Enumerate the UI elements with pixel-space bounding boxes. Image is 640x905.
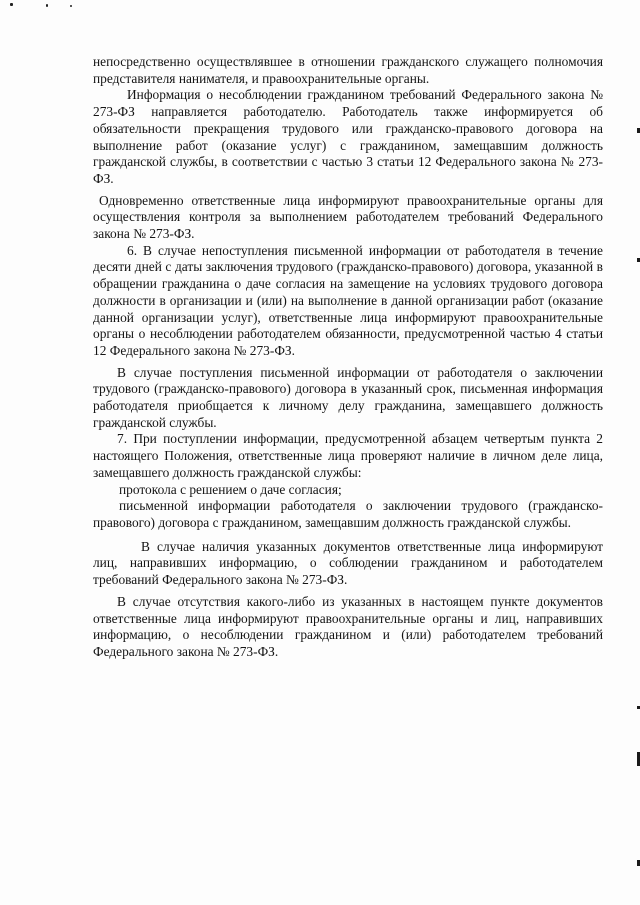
paragraph-documents-absent: В случае отсутствия какого-либо из указанных в настоящем пункте документов ответственные лица информируют правоохранительные органы и лиц, направивших информацию, о несоблюдении гражданином и (или) работодателем требований Федерального закона № 273-ФЗ. (93, 593, 603, 659)
document-body (93, 54, 603, 661)
paragraph-item-7: 7. При поступлении информации, предусмотренной абзацем четвертым пункта 2 настоящего Положения, ответственные лица проверяют наличие в личном деле лица, замещавшего должность гражданской службы: (93, 431, 603, 480)
scan-speck (46, 4, 48, 7)
list-item-written-info: письменной информации работодателя о заключении трудового (гражданско-правового) договора с гражданином, замещавшим должность гражданской службы. (93, 498, 603, 530)
paragraph-continuation: непосредственно осуществлявшее в отношении гражданского служащего полномочия представителя нанимателя, и правоохранительные органы. (93, 54, 603, 86)
paragraph-law-enforcement: Одновременно ответственные лица информируют правоохранительные органы для осуществления контроля за выполнением работодателем требований Федерального закона № 273-ФЗ. (93, 192, 603, 242)
paragraph-item-6: 6. В случае непоступления письменной информации от работодателя в течение десяти дней с даты заключения трудового (гражданско-правового) договора, указанной в обращении гражданина о даче согласия на замещение на условиях трудового договора должности в организации и (или) на выполнение в данной организации работ (оказание данной организации услуг), ответственные лица информируют правоохранительные органы о несоблюдении работодателем обязанности, предусмотренной частью 4 статьи 12 Федерального закона № 273-ФЗ. (93, 242, 603, 358)
scan-speck (10, 3, 13, 6)
scan-speck (70, 5, 72, 7)
paragraph-documents-present: В случае наличия указанных документов ответственные лица информируют лиц, направивших информацию, о соблюдении гражданином и работодателем требований Федерального закона № 273-ФЗ. (93, 538, 603, 588)
paragraph-employer-notification: Информация о несоблюдении гражданином требований Федерального закона № 273-ФЗ направляется работодателю. Работодатель также информируется об обязательности прекращения трудового или гражданско-правового договора на выполнение работ (оказание услуг) с гражданином, замещавшим должность гражданской службы, в соответствии с частью 3 статьи 12 Федерального закона № 273-ФЗ. (93, 87, 603, 186)
list-item-protocol: протокола с решением о даче согласия; (119, 481, 342, 497)
paragraph-item-6-receipt: В случае поступления письменной информации от работодателя о заключении трудового (гражданско-правового) договора в указанный срок, письменная информация работодателя приобщается к личному делу гражданина, замещавшего должность гражданской службы. (93, 364, 603, 430)
